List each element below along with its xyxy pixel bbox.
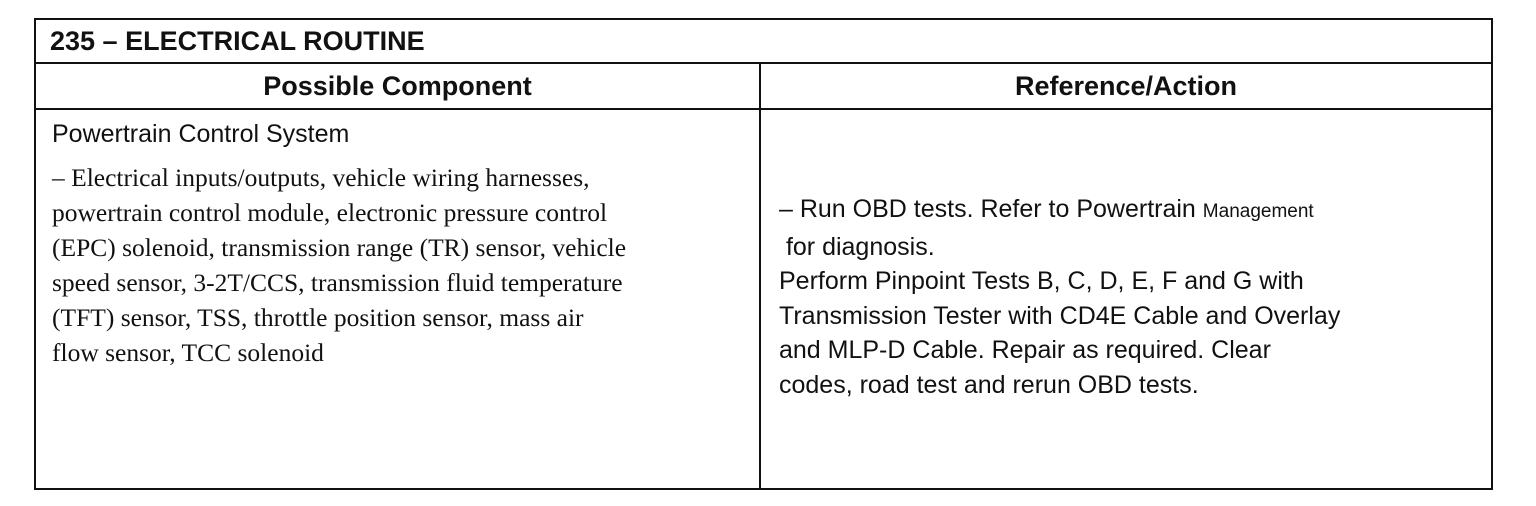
component-cell bbox=[36, 110, 761, 488]
table-row bbox=[36, 110, 1491, 488]
component-system-name: Powertrain Control System bbox=[52, 120, 350, 148]
component-line: powertrain control module, electronic pressure control bbox=[52, 198, 608, 227]
component-line: flow sensor, TCC solenoid bbox=[52, 338, 324, 367]
action-line: Perform Pinpoint Tests B, C, D, E, F and G with bbox=[779, 267, 1304, 295]
component-line: – Electrical inputs/outputs, vehicle wiring harnesses, bbox=[52, 163, 590, 192]
component-line: (TFT) sensor, TSS, throttle position sensor, mass air bbox=[52, 303, 584, 332]
action-line: for diagnosis. bbox=[779, 232, 935, 261]
component-line: (EPC) solenoid, transmission range (TR) sensor, vehicle bbox=[52, 233, 627, 262]
action-line: codes, road test and rerun OBD tests. bbox=[779, 370, 1199, 399]
action-line: Transmission Tester with CD4E Cable and Overlay bbox=[779, 301, 1341, 330]
header-row bbox=[36, 64, 1491, 110]
action-text-small: Management bbox=[1202, 201, 1314, 222]
reference-action-header: Reference/Action bbox=[1014, 71, 1238, 101]
action-line bbox=[779, 192, 1491, 230]
table-title: 235 – ELECTRICAL ROUTINE bbox=[36, 20, 1491, 64]
action-line: and MLP-D Cable. Repair as required. Clear bbox=[779, 336, 1271, 364]
possible-component-header: Possible Component bbox=[36, 64, 761, 108]
component-list bbox=[52, 160, 759, 370]
action-text: – Run OBD tests. Refer to Powertrain bbox=[779, 195, 1196, 223]
action-cell bbox=[761, 110, 1491, 488]
component-line: speed sensor, 3-2T/CCS, transmission fluid temperature bbox=[52, 268, 623, 297]
diagnostic-table bbox=[34, 18, 1493, 490]
